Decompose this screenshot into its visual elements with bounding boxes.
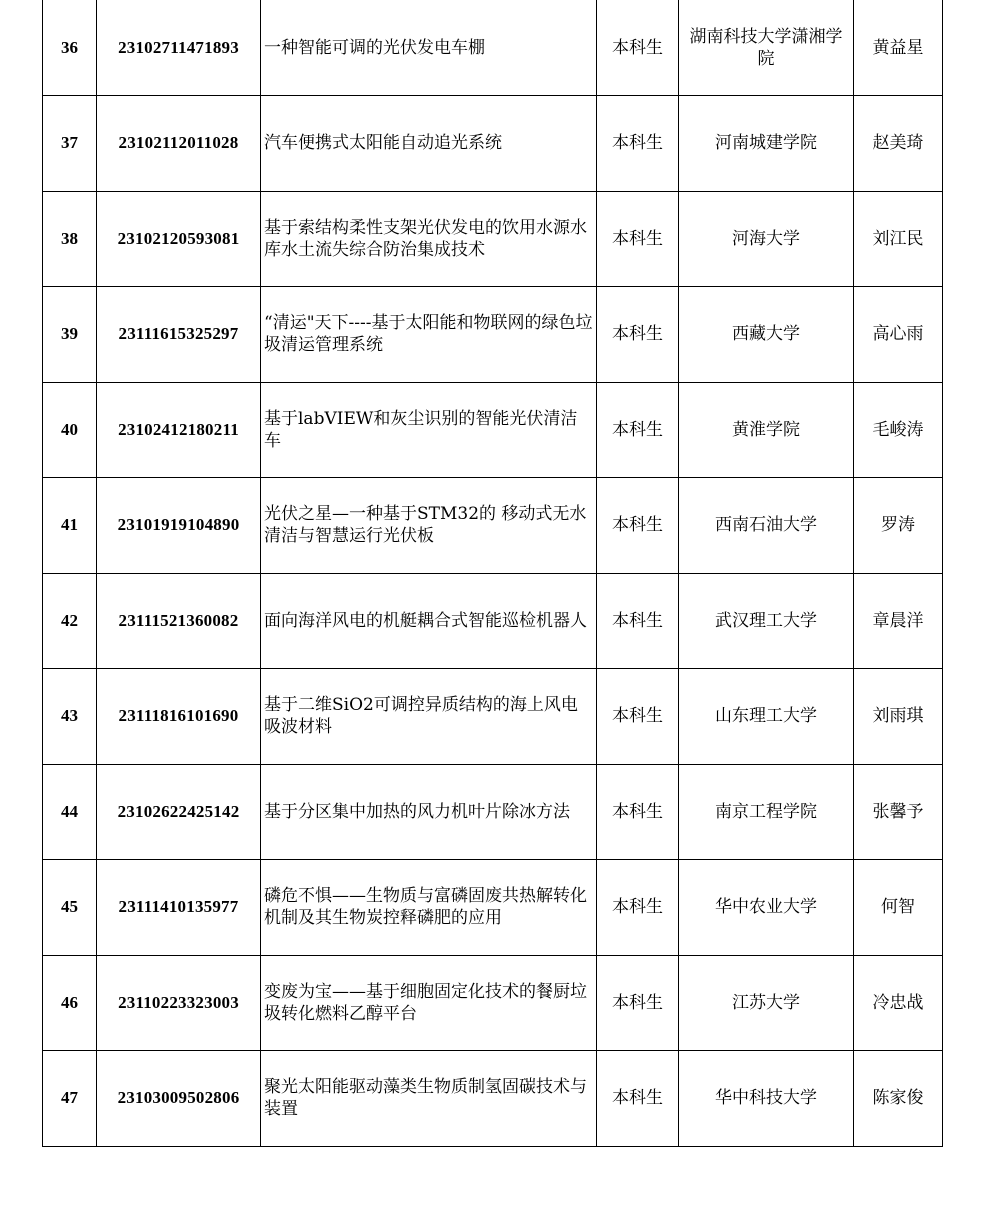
row-number: 37 [43,96,97,192]
project-title: 磷危不惧——生物质与富磷固废共热解转化机制及其生物炭控释磷肥的应用 [261,860,597,956]
row-number: 40 [43,382,97,478]
school-name: 南京工程学院 [679,764,854,860]
row-number: 47 [43,1051,97,1147]
row-number: 41 [43,478,97,574]
row-number: 36 [43,0,97,96]
school-name: 山东理工大学 [679,669,854,765]
student-level: 本科生 [597,0,679,96]
table-row [43,287,943,383]
project-title: 光伏之星—一种基于STM32的 移动式无水清洁与智慧运行光伏板 [261,478,597,574]
project-title: 基于labVIEW和灰尘识别的智能光伏清洁车 [261,382,597,478]
project-leader: 冷忠战 [854,955,943,1051]
table-row [43,764,943,860]
row-number: 46 [43,955,97,1051]
project-id: 23103009502806 [97,1051,261,1147]
project-id: 23101919104890 [97,478,261,574]
row-number: 44 [43,764,97,860]
student-level: 本科生 [597,573,679,669]
table-row [43,382,943,478]
table-row [43,0,943,96]
project-title: 基于分区集中加热的风力机叶片除冰方法 [261,764,597,860]
row-number: 38 [43,191,97,287]
project-leader: 陈家俊 [854,1051,943,1147]
school-name: 河海大学 [679,191,854,287]
project-title: 聚光太阳能驱动藻类生物质制氢固碳技术与装置 [261,1051,597,1147]
table-row [43,96,943,192]
project-title: 基于二维SiO2可调控异质结构的海上风电吸波材料 [261,669,597,765]
project-title: 基于索结构柔性支架光伏发电的饮用水源水库水土流失综合防治集成技术 [261,191,597,287]
project-title: 变废为宝——基于细胞固定化技术的餐厨垃圾转化燃料乙醇平台 [261,955,597,1051]
project-leader: 赵美琦 [854,96,943,192]
student-level: 本科生 [597,96,679,192]
project-id: 23102711471893 [97,0,261,96]
school-name: 湖南科技大学潇湘学院 [679,0,854,96]
project-id: 23102412180211 [97,382,261,478]
project-leader: 罗涛 [854,478,943,574]
project-id: 23102112011028 [97,96,261,192]
project-title: 面向海洋风电的机艇耦合式智能巡检机器人 [261,573,597,669]
table-row [43,860,943,956]
row-number: 39 [43,287,97,383]
student-level: 本科生 [597,382,679,478]
school-name: 黄淮学院 [679,382,854,478]
project-leader: 刘雨琪 [854,669,943,765]
project-table-body [43,0,943,1146]
project-id: 23102622425142 [97,764,261,860]
project-leader: 张馨予 [854,764,943,860]
school-name: 西南石油大学 [679,478,854,574]
project-leader: 章晨洋 [854,573,943,669]
project-id: 23102120593081 [97,191,261,287]
school-name: 华中科技大学 [679,1051,854,1147]
table-row [43,191,943,287]
project-leader: 何智 [854,860,943,956]
project-leader: 高心雨 [854,287,943,383]
table-row [43,955,943,1051]
school-name: 江苏大学 [679,955,854,1051]
project-id: 23110223323003 [97,955,261,1051]
project-title: 一种智能可调的光伏发电车棚 [261,0,597,96]
student-level: 本科生 [597,287,679,383]
table-row [43,1051,943,1147]
project-table [42,0,943,1147]
student-level: 本科生 [597,860,679,956]
school-name: 华中农业大学 [679,860,854,956]
row-number: 42 [43,573,97,669]
project-leader: 黄益星 [854,0,943,96]
project-id: 23111615325297 [97,287,261,383]
student-level: 本科生 [597,478,679,574]
project-leader: 刘江民 [854,191,943,287]
student-level: 本科生 [597,764,679,860]
project-title: 汽车便携式太阳能自动追光系统 [261,96,597,192]
row-number: 43 [43,669,97,765]
table-row [43,573,943,669]
table-row [43,478,943,574]
student-level: 本科生 [597,191,679,287]
project-id: 23111410135977 [97,860,261,956]
project-title: “清运"天下----基于太阳能和物联网的绿色垃圾清运管理系统 [261,287,597,383]
school-name: 武汉理工大学 [679,573,854,669]
project-id: 23111816101690 [97,669,261,765]
row-number: 45 [43,860,97,956]
table-row [43,669,943,765]
student-level: 本科生 [597,955,679,1051]
school-name: 河南城建学院 [679,96,854,192]
student-level: 本科生 [597,669,679,765]
student-level: 本科生 [597,1051,679,1147]
project-id: 23111521360082 [97,573,261,669]
school-name: 西藏大学 [679,287,854,383]
project-leader: 毛峻涛 [854,382,943,478]
